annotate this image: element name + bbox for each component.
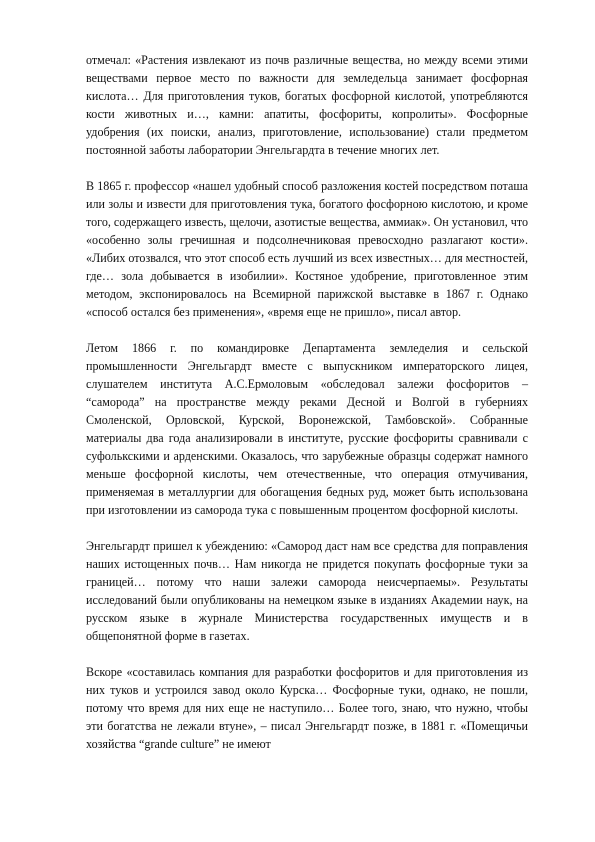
paragraph-3: Летом 1866 г. по командировке Департамента земледелия и сельской промышленности Энгельгардт вместе с выпускником императорского лицея, слушателем института А.С.Ермоловым «обследовал залежи фосфоритов – “саморода” на пространстве между реками Десной и Волгой в губерниях Смоленской, Орловской, Курской, Воронежской, Тамбовской». Собранные материалы два года анализировали в институте, русские фосфориты сравнивали с суфолькскими и арденскими. Оказалось, что зарубежные образцы содержат намного меньше фосфорной кислоты, чем отечественные, что операция отмучивания, применяемая в металлургии для обогащения бедных руд, может быть использована при изготовлении из саморода тука с повышенным процентом фосфорной кислоты. (86, 341, 528, 517)
paragraph-2: В 1865 г. профессор «нашел удобный способ разложения костей посредством поташа или золы и извести для приготовления тука, богатого фосфорною кислотою, и кроме того, содержащего известь, щелочи, азотистые вещества, аммиак». Он установил, что «особенно золы гречишная и подсолнечниковая превосходно разлагают кости». «Либих отозвался, что этот способ есть лучший из всех известных… для местностей, где… зола добывается в изобилии». Костяное удобрение, приготовленное этим методом, экспонировалось на Всемирной парижской выставке в 1867 г. Однако «способ остался без применения», «время еще не пришло», писал автор. (86, 179, 528, 319)
paragraph-1: отмечал: «Растения извлекают из почв различные вещества, но между всеми этими веществами первое место по важности для земледельца занимает фосфорная кислота… Для приготовления туков, богатых фосфорной кислотой, употребляются кости животных и…, камни: апатиты, фосфориты, копролиты». Фосфорные удобрения (их поиски, анализ, приготовление, использование) стали предметом постоянной заботы лаборатории Энгельгардта в течение многих лет. (86, 53, 528, 157)
paragraph-4: Энгельгардт пришел к убеждению: «Самород даст нам все средства для поправления наших истощенных почв… Нам никогда не придется покупать фосфорные туки за границей… потому что наши залежи саморода неисчерпаемы». Результаты исследований были опубликованы на немецком языке в изданиях Академии наук, на русском языке в журнале Министерства государственных имуществ и в общепонятной форме в газетах. (86, 539, 528, 643)
paragraph-5: Вскоре «составилась компания для разработки фосфоритов и для приготовления из них туков и устроился завод около Курска… Фосфорные туки, однако, не пошли, потому что время для них еще не наступило… Более того, знаю, что нужно, чтобы эти богатства не лежали втуне», – писал Энгельгардт позже, в 1881 г. «Помещичьи хозяйства “grande culture” не имеют (86, 665, 528, 751)
document-body (86, 51, 528, 771)
